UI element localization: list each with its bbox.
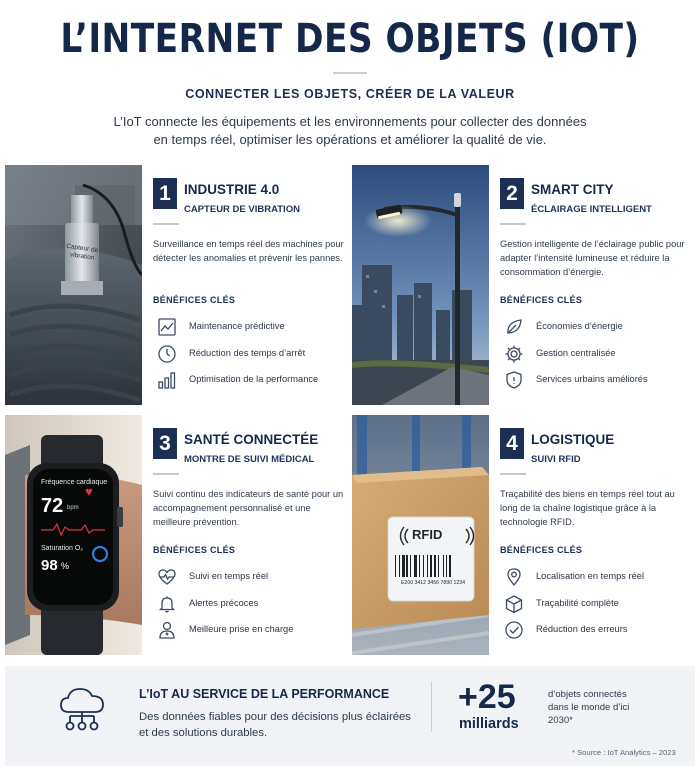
svg-text:Capteur de: Capteur de xyxy=(65,242,99,255)
spo2-unit: % xyxy=(61,561,70,571)
card-industrie xyxy=(5,165,350,410)
title-divider xyxy=(333,72,367,74)
doctor-icon xyxy=(157,620,177,640)
rfid-box-photo xyxy=(352,415,489,655)
card-number: 4 xyxy=(500,428,524,459)
benefit-label: Meilleure prise en charge xyxy=(189,624,294,634)
clock-icon xyxy=(157,344,177,364)
benefits-list xyxy=(500,315,692,395)
leaf-icon xyxy=(504,317,524,337)
card-number: 3 xyxy=(153,428,177,459)
card-description: Surveillance en temps réel des machines pour détecter les anomalies et prévenir les pannes. xyxy=(153,239,344,263)
footer-title: L’IoT AU SERVICE DE LA PERFORMANCE xyxy=(139,687,390,701)
bar-chart-icon xyxy=(157,370,177,390)
card-title: SANTÉ CONNECTÉE xyxy=(184,432,319,447)
barcode-number: E200 3412 3456 7890 1234 xyxy=(400,580,466,586)
card-logistique xyxy=(352,415,697,660)
benefits-label: BÉNÉFICES CLÉS xyxy=(500,295,583,305)
footer-text: Des données fiables pour des décisions plus éclairées et des solutions durables. xyxy=(139,711,411,739)
benefit-item xyxy=(153,565,345,592)
spo2-ring xyxy=(91,545,109,563)
benefit-label: Traçabilité complète xyxy=(536,597,619,608)
card-title: INDUSTRIE 4.0 xyxy=(184,182,280,197)
card-number: 2 xyxy=(500,178,524,209)
header xyxy=(0,0,700,160)
benefits-list xyxy=(500,565,692,645)
benefit-item xyxy=(500,342,692,369)
smartwatch-photo xyxy=(5,415,142,655)
intro-text: L’IoT connecte les équipements et les environnements pour collecter des données en temps réel, optimiser les opérations et améliorer la qualité de vie. xyxy=(113,114,587,147)
shield-icon xyxy=(504,370,524,390)
benefits-list xyxy=(153,315,345,395)
benefit-label: Réduction des erreurs xyxy=(536,624,628,634)
benefit-item xyxy=(500,592,692,619)
benefit-item xyxy=(153,315,345,342)
benefit-item xyxy=(153,342,345,369)
stat-note: d’objets connectés dans le monde d’ici 2030* xyxy=(548,689,630,726)
source-note: * Source : IoT Analytics – 2023 xyxy=(572,748,676,757)
card-title: LOGISTIQUE xyxy=(531,432,615,447)
benefit-label: Réduction des temps d’arrêt xyxy=(189,347,306,358)
card-title: SMART CITY xyxy=(531,182,614,197)
benefit-item xyxy=(153,592,345,619)
heart-rate-label: Fréquence cardiaque xyxy=(41,479,108,486)
benefit-item xyxy=(500,565,692,592)
heart-icon: ♥ xyxy=(85,484,93,499)
card-description: Gestion intelligente de l’éclairage public pour adapter l’intensité lumineuse et réduire la consommation d’énergie. xyxy=(500,239,685,277)
benefit-item xyxy=(500,315,692,342)
benefit-item xyxy=(500,368,692,395)
use-case-grid xyxy=(5,165,695,655)
spo2-value: 98 xyxy=(41,557,58,574)
card-number: 1 xyxy=(153,178,177,209)
cloud-network-icon xyxy=(55,682,109,736)
benefit-item xyxy=(153,618,345,645)
page-title: L’INTERNET DES OBJETS (IOT) xyxy=(60,16,640,62)
benefit-label: Alertes précoces xyxy=(189,597,259,608)
benefit-label: Localisation en temps réel xyxy=(536,571,645,581)
bell-icon xyxy=(157,594,177,614)
rfid-wave-icon xyxy=(398,525,478,547)
benefit-item xyxy=(500,618,692,645)
card-description: Suivi continu des indicateurs de santé pour un accompagnement personnalisé et une meilleure prévention. xyxy=(153,489,344,527)
rfid-tag-label: RFID xyxy=(412,527,443,542)
heartbeat-icon xyxy=(157,567,177,587)
card-sante xyxy=(5,415,350,660)
benefits-label: BÉNÉFICES CLÉS xyxy=(153,545,236,555)
benefits-label: BÉNÉFICES CLÉS xyxy=(153,295,236,305)
benefits-list xyxy=(153,565,345,645)
footer-divider xyxy=(431,682,432,732)
card-divider xyxy=(500,223,526,225)
vibration-sensor-photo xyxy=(5,165,142,405)
card-divider xyxy=(500,473,526,475)
heart-rate-value: 72 xyxy=(41,495,64,517)
benefit-label: Services urbains améliorés xyxy=(536,374,648,384)
benefit-item xyxy=(153,368,345,395)
ecg-line xyxy=(41,521,105,537)
card-divider xyxy=(153,223,179,225)
card-description: Traçabilité des biens en temps réel tout au long de la chaîne logistique grâce à la technologie RFID. xyxy=(500,489,675,527)
barcode xyxy=(395,555,467,577)
svg-text:vibration: vibration xyxy=(69,251,95,262)
stat-unit: milliards xyxy=(459,716,519,732)
box-icon xyxy=(504,594,524,614)
trend-chart-icon xyxy=(157,317,177,337)
benefits-label: BÉNÉFICES CLÉS xyxy=(500,545,583,555)
page-subtitle: CONNECTER LES OBJETS, CRÉER DE LA VALEUR xyxy=(185,87,515,101)
check-circle-icon xyxy=(504,620,524,640)
benefit-label: Suivi en temps réel xyxy=(189,571,269,581)
card-subtitle: CAPTEUR DE VIBRATION xyxy=(184,204,300,215)
benefit-label: Économies d’énergie xyxy=(536,321,623,331)
card-subtitle: ÉCLAIRAGE INTELLIGENT xyxy=(531,204,652,215)
stat-value: +25 xyxy=(458,678,516,716)
card-subtitle: MONTRE DE SUIVI MÉDICAL xyxy=(184,454,315,465)
card-divider xyxy=(153,473,179,475)
location-pin-icon xyxy=(504,567,524,587)
benefit-label: Optimisation de la performance xyxy=(189,374,319,384)
heart-rate-unit: bpm xyxy=(67,505,79,511)
benefit-label: Maintenance prédictive xyxy=(189,321,285,331)
footer-band xyxy=(5,666,695,766)
gear-icon xyxy=(504,344,524,364)
street-light-photo xyxy=(352,165,489,405)
card-subtitle: SUIVI RFID xyxy=(531,454,581,465)
card-smart-city xyxy=(352,165,697,410)
benefit-label: Gestion centralisée xyxy=(536,347,616,358)
spo2-label: Saturation O₂ xyxy=(41,545,84,552)
